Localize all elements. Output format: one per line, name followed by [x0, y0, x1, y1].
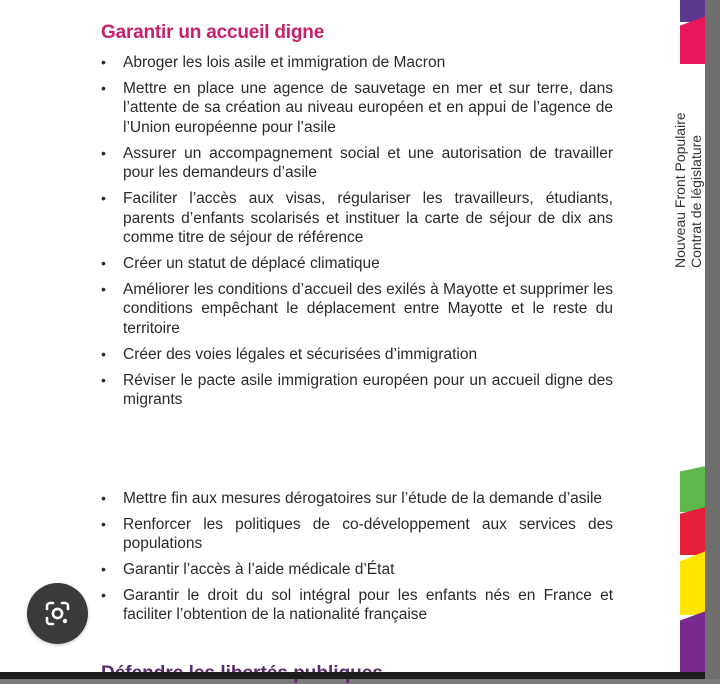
- bullet-list-bottom: [101, 489, 613, 631]
- color-tab-pink: [680, 16, 706, 64]
- bullet-item: • Abroger les lois asile et immigration de Macron: [101, 53, 613, 73]
- bullet-item: • Garantir le droit du sol intégral pour les enfants nés en France et faciliter l’obtention de la nationalité française: [101, 586, 613, 625]
- scroll-edge: [705, 0, 720, 679]
- google-lens-icon: [44, 600, 71, 627]
- color-tab-yellow: [680, 551, 706, 615]
- bullet-item: • Réviser le pacte asile immigration européen pour un accueil digne des migrants: [101, 371, 613, 410]
- bottom-divider: [0, 672, 705, 679]
- google-lens-button[interactable]: [27, 583, 88, 644]
- side-label: [672, 112, 704, 268]
- side-label-line1: Nouveau Front Populaire: [672, 112, 688, 268]
- bullet-item: • Créer un statut de déplacé climatique: [101, 254, 613, 274]
- color-tab-green: [680, 466, 706, 512]
- color-tab-red: [680, 507, 706, 555]
- bullet-item: • Renforcer les politiques de co-développement aux services des populations: [101, 515, 613, 554]
- section-title: Garantir un accueil digne: [101, 22, 325, 43]
- bullet-item: • Créer des voies légales et sécurisées d’immigration: [101, 345, 613, 365]
- bullet-list-top: [101, 53, 613, 416]
- bullet-item: • Faciliter l’accès aux visas, régulariser les travailleurs, étudiants, parents d’enfants scolarisés et instituer la carte de séjour de dix ans comme titre de séjour de référence: [101, 189, 613, 248]
- bullet-item: • Améliorer les conditions d’accueil des exilés à Mayotte et supprimer les conditions empêchant le déplacement entre Mayotte et le reste du territoire: [101, 280, 613, 339]
- bullet-item: • Assurer un accompagnement social et une autorisation de travailler pour les demandeurs d’asile: [101, 144, 613, 183]
- bullet-item: • Garantir l’accès à l’aide médicale d’État: [101, 560, 613, 580]
- bullet-item: • Mettre fin aux mesures dérogatoires sur l’étude de la demande d’asile: [101, 489, 613, 509]
- side-label-line2: Contrat de législature: [688, 134, 704, 268]
- bullet-item: • Mettre en place une agence de sauvetage en mer et sur terre, dans l’attente de sa création au niveau européen et en appui de l’agence de l’Union européenne pour l’asile: [101, 79, 613, 138]
- color-tab-violet: [680, 611, 706, 679]
